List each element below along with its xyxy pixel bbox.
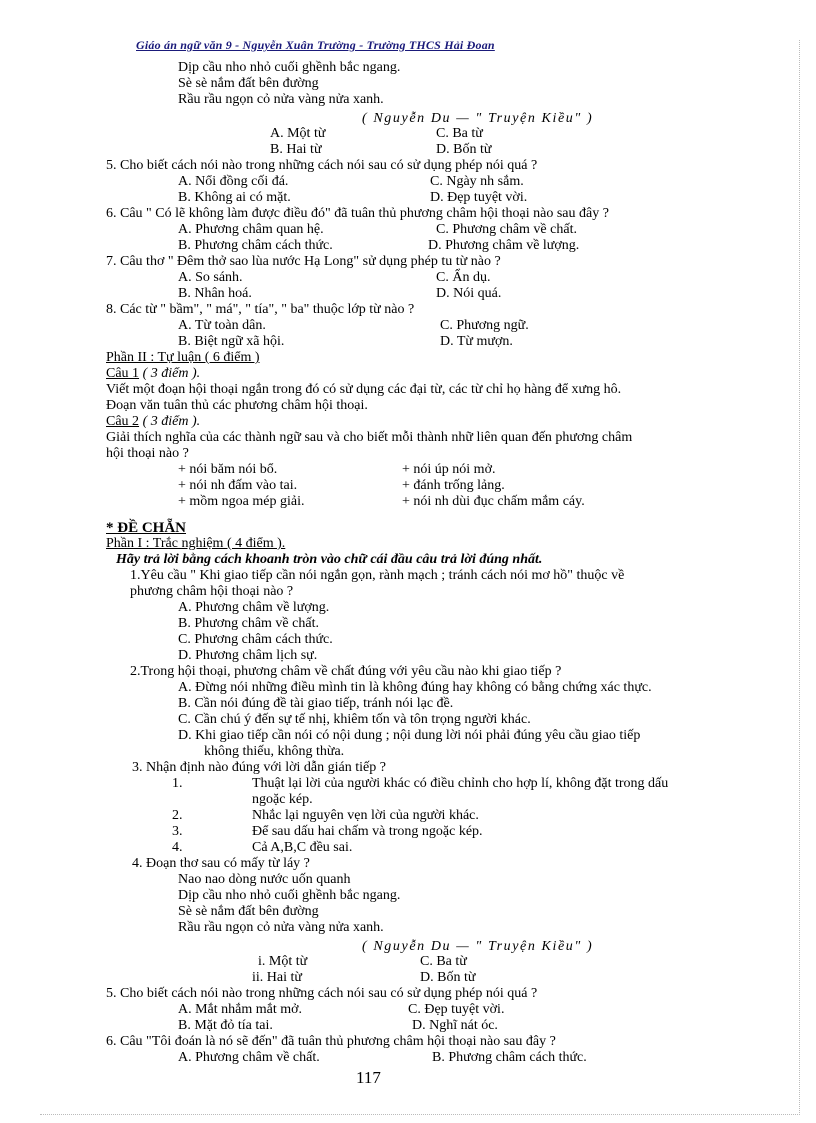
list-number: 1. xyxy=(172,776,183,791)
option-b: B. Không ai có mặt. xyxy=(178,190,291,205)
poem-line: Rầu rầu ngọn cỏ nửa vàng nửa xanh. xyxy=(178,920,384,935)
page-frame-bottom xyxy=(40,1114,800,1115)
poem-line: Nao nao dòng nước uốn quanh xyxy=(178,872,351,887)
question-1: phương châm hội thoại nào ? xyxy=(130,584,294,599)
option-a: A. Nổi đồng cối đá. xyxy=(178,174,289,189)
option-a: A. Phương châm quan hệ. xyxy=(178,222,324,237)
list-item: ngoặc kép. xyxy=(252,792,313,807)
option-d: D. Bốn từ xyxy=(420,970,476,985)
option-d: D. Nghĩ nát óc. xyxy=(412,1018,498,1033)
option-d: D. Nói quá. xyxy=(436,286,502,301)
option-d: D. Bốn từ xyxy=(436,142,492,157)
question-1: 1.Yêu cầu " Khi giao tiếp cần nói ngắn gọn, rành mạch ; tránh cách nói mơ hồ" thuộc về xyxy=(130,568,625,583)
question-8: 8. Các từ " bầm", " má", " tía", " ba" thuộc lớp từ nào ? xyxy=(106,302,415,317)
option-d: D. Đẹp tuyệt vời. xyxy=(430,190,528,205)
poem-source: ( Nguyễn Du — " Truyện Kiều" ) xyxy=(362,111,594,126)
option-a: A. Phương châm về lượng. xyxy=(178,600,330,615)
question-heading xyxy=(106,366,200,382)
option-b: B. Biệt ngữ xã hội. xyxy=(178,334,285,349)
part1-title: Phần I : Trắc nghiệm ( 4 điểm ). xyxy=(106,536,286,551)
question-text: hội thoại nào ? xyxy=(106,446,189,461)
option-b: ii. Hai từ xyxy=(252,970,302,985)
question-3: 3. Nhận định nào đúng với lời dẫn gián tiếp ? xyxy=(132,760,386,775)
question-6: 6. Câu " Có lẽ không làm được điều đó" đã tuân thủ phương châm hội thoại nào sau đây ? xyxy=(106,206,609,221)
question-text: Viết một đoạn hội thoại ngắn trong đó có sử dụng các đại từ, các từ chỉ họ hàng để xưng hô. xyxy=(106,382,622,397)
question-points: ( 3 điểm ). xyxy=(142,366,201,381)
option-c: C. Đẹp tuyệt vời. xyxy=(408,1002,505,1017)
question-label: Câu 2 xyxy=(106,414,140,429)
option-b: B. Mặt đỏ tía tai. xyxy=(178,1018,273,1033)
question-7: 7. Câu thơ " Đêm thở sao lùa nước Hạ Long" sử dụng phép tu từ nào ? xyxy=(106,254,501,269)
page-frame-right xyxy=(799,40,800,1115)
option-c: C. Ngày nh sắm. xyxy=(430,174,524,189)
option-c: C. Phương châm cách thức. xyxy=(178,632,333,647)
list-number: 2. xyxy=(172,808,183,823)
option-a: A. Mắt nhắm mắt mở. xyxy=(178,1002,303,1017)
option-d: D. Khi giao tiếp cần nói có nội dung ; nội dung lời nói phải đúng yêu cầu giao tiếp xyxy=(178,728,641,743)
question-text: Đoạn văn tuân thủ các phương châm hội thoại. xyxy=(106,398,368,413)
option-d: D. Phương châm lịch sự. xyxy=(178,648,318,663)
idiom: + nói nh đấm vào tai. xyxy=(178,478,298,493)
poem-source: ( Nguyễn Du — " Truyện Kiều" ) xyxy=(362,939,594,954)
option-c: C. Cần chú ý đến sự tế nhị, khiêm tốn và tôn trọng người khác. xyxy=(178,712,531,727)
running-header: Giáo án ngữ văn 9 - Nguyễn Xuân Trường - Trường THCS Hải Đoan xyxy=(136,38,495,52)
question-points: ( 3 điểm ). xyxy=(142,414,201,429)
option-a: i. Một từ xyxy=(258,954,308,969)
option-b: B. Cần nói đúng đề tài giao tiếp, tránh nói lạc đề. xyxy=(178,696,454,711)
question-5: 5. Cho biết cách nói nào trong những cách nói sau có sử dụng phép nói quá ? xyxy=(106,158,538,173)
instruction: Hãy trả lời bằng cách khoanh tròn vào chữ cái đầu câu trả lời đúng nhất. xyxy=(116,552,543,567)
option-b: B. Hai từ xyxy=(270,142,322,157)
question-text: Giải thích nghĩa của các thành ngữ sau và cho biết mỗi thành nhữ liên quan đến phương châm xyxy=(106,430,633,445)
list-item: Thuật lại lời của người khác có điều chỉnh cho hợp lí, không đặt trong dấu xyxy=(252,776,669,791)
list-item: Để sau dấu hai chấm và trong ngoặc kép. xyxy=(252,824,483,839)
option-b: B. Phương châm cách thức. xyxy=(432,1050,587,1065)
idiom: + nói băm nói bổ. xyxy=(178,462,278,477)
poem-line: Dịp cầu nho nhỏ cuối ghềnh bắc ngang. xyxy=(178,60,401,75)
list-number: 4. xyxy=(172,840,183,855)
option-c: C. Phương ngữ. xyxy=(440,318,529,333)
part2-title: Phần II : Tự luận ( 6 điểm ) xyxy=(106,350,260,365)
poem-line: Dịp cầu nho nhỏ cuối ghềnh bắc ngang. xyxy=(178,888,401,903)
poem-line: Sè sè nắm đất bên đường xyxy=(178,76,319,91)
list-item: Nhắc lại nguyên vẹn lời của người khác. xyxy=(252,808,479,823)
option-b: B. Nhân hoá. xyxy=(178,286,252,301)
question-label: Câu 1 xyxy=(106,366,140,381)
question-heading xyxy=(106,414,200,430)
page-number: 117 xyxy=(356,1068,381,1087)
list-item: Cả A,B,C đều sai. xyxy=(252,840,353,855)
option-b: B. Phương châm về chất. xyxy=(178,616,319,631)
option-a: A. Phương châm về chất. xyxy=(178,1050,320,1065)
question-2: 2.Trong hội thoại, phương châm về chất đúng với yêu cầu nào khi giao tiếp ? xyxy=(130,664,562,679)
idiom: + nói úp nói mở. xyxy=(402,462,496,477)
question-4: 4. Đoạn thơ sau có mấy từ láy ? xyxy=(132,856,310,871)
option-a: A. Đừng nói những điều mình tin là không đúng hay không có bằng chứng xác thực. xyxy=(178,680,652,695)
question-5: 5. Cho biết cách nói nào trong những cách nói sau có sử dụng phép nói quá ? xyxy=(106,986,538,1001)
poem-line: Sè sè nắm đất bên đường xyxy=(178,904,319,919)
idiom: + đánh trống lảng. xyxy=(402,478,505,493)
option-b: B. Phương châm cách thức. xyxy=(178,238,333,253)
option-d: D. Phương châm về lượng. xyxy=(428,238,580,253)
section-title: * ĐỀ CHẴN xyxy=(106,520,187,536)
option-c: C. Ba từ xyxy=(436,126,483,141)
idiom: + nói nh dùi đục chấm mắm cáy. xyxy=(402,494,585,509)
option-a: A. Một từ xyxy=(270,126,326,141)
option-a: A. Từ toàn dân. xyxy=(178,318,266,333)
option-c: C. Phương châm về chất. xyxy=(436,222,577,237)
question-6: 6. Câu "Tôi đoán là nó sẽ đến" đã tuân thủ phương châm hội thoại nào sau đây ? xyxy=(106,1034,556,1049)
poem-line: Rầu rầu ngọn cỏ nửa vàng nửa xanh. xyxy=(178,92,384,107)
option-d: D. Từ mượn. xyxy=(440,334,513,349)
option-a: A. So sánh. xyxy=(178,270,243,285)
idiom: + mồm ngoa mép giải. xyxy=(178,494,305,509)
option-d-cont: không thiếu, không thừa. xyxy=(204,744,345,759)
option-c: C. Ba từ xyxy=(420,954,467,969)
option-c: C. Ẩn dụ. xyxy=(436,270,491,285)
list-number: 3. xyxy=(172,824,183,839)
